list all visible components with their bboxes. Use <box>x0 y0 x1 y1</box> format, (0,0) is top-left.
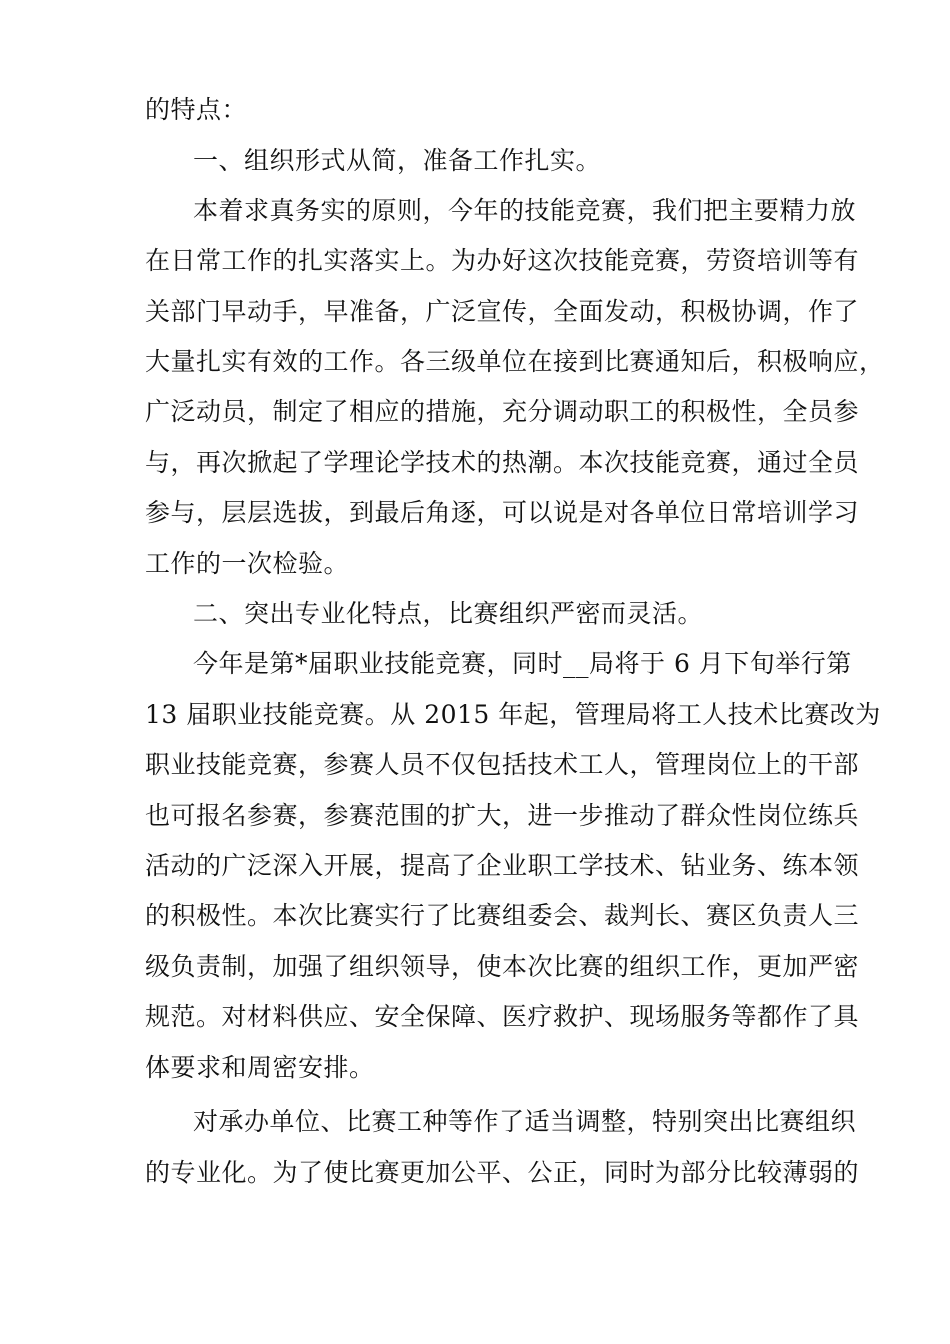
text-line: 参与，层层选拔，到最后角逐，可以说是对各单位日常培训学习 <box>145 498 860 527</box>
text-line: 的积极性。本次比赛实行了比赛组委会、裁判长、赛区负责人三 <box>145 901 860 930</box>
text-line: 关部门早动手，早准备，广泛宣传，全面发动，积极协调，作了 <box>145 297 860 326</box>
text-line: 对承办单位、比赛工种等作了适当调整，特别突出比赛组织 <box>193 1107 857 1136</box>
text-line: 今年是第*届职业技能竞赛，同时__局将于 6 月下旬举行第 <box>193 649 852 678</box>
text-line: 级负责制，加强了组织领导，使本次比赛的组织工作，更加严密 <box>145 952 860 981</box>
text-line: 的专业化。为了使比赛更加公平、公正，同时为部分比较薄弱的 <box>145 1158 860 1187</box>
text-line: 与，再次掀起了学理论学技术的热潮。本次技能竞赛，通过全员 <box>145 448 860 477</box>
text-line: 职业技能竞赛，参赛人员不仅包括技术工人，管理岗位上的干部 <box>145 750 860 779</box>
text-line: 工作的一次检验。 <box>145 549 350 578</box>
section-heading-1: 一、组织形式从简，准备工作扎实。 <box>193 146 602 175</box>
text-line: 本着求真务实的原则，今年的技能竞赛，我们把主要精力放 <box>193 196 857 225</box>
text-line: 也可报名参赛，参赛范围的扩大，进一步推动了群众性岗位练兵 <box>145 801 860 830</box>
text-line: 在日常工作的扎实落实上。为办好这次技能竞赛，劳资培训等有 <box>145 246 860 275</box>
text-line: 的特点： <box>145 95 248 124</box>
text-line: 规范。对材料供应、安全保障、医疗救护、现场服务等都作了具 <box>145 1002 860 1031</box>
text-line: 体要求和周密安排。 <box>145 1053 375 1082</box>
text-line: 广泛动员，制定了相应的措施，充分调动职工的积极性，全员参 <box>145 397 860 426</box>
section-heading-2: 二、突出专业化特点，比赛组织严密而灵活。 <box>193 599 704 628</box>
text-line: 13 届职业技能竞赛。从 2015 年起，管理局将工人技术比赛改为 <box>145 700 881 729</box>
text-line: 活动的广泛深入开展，提高了企业职工学技术、钻业务、练本领 <box>145 851 860 880</box>
text-line: 大量扎实有效的工作。各三级单位在接到比赛通知后，积极响应， <box>145 347 885 376</box>
